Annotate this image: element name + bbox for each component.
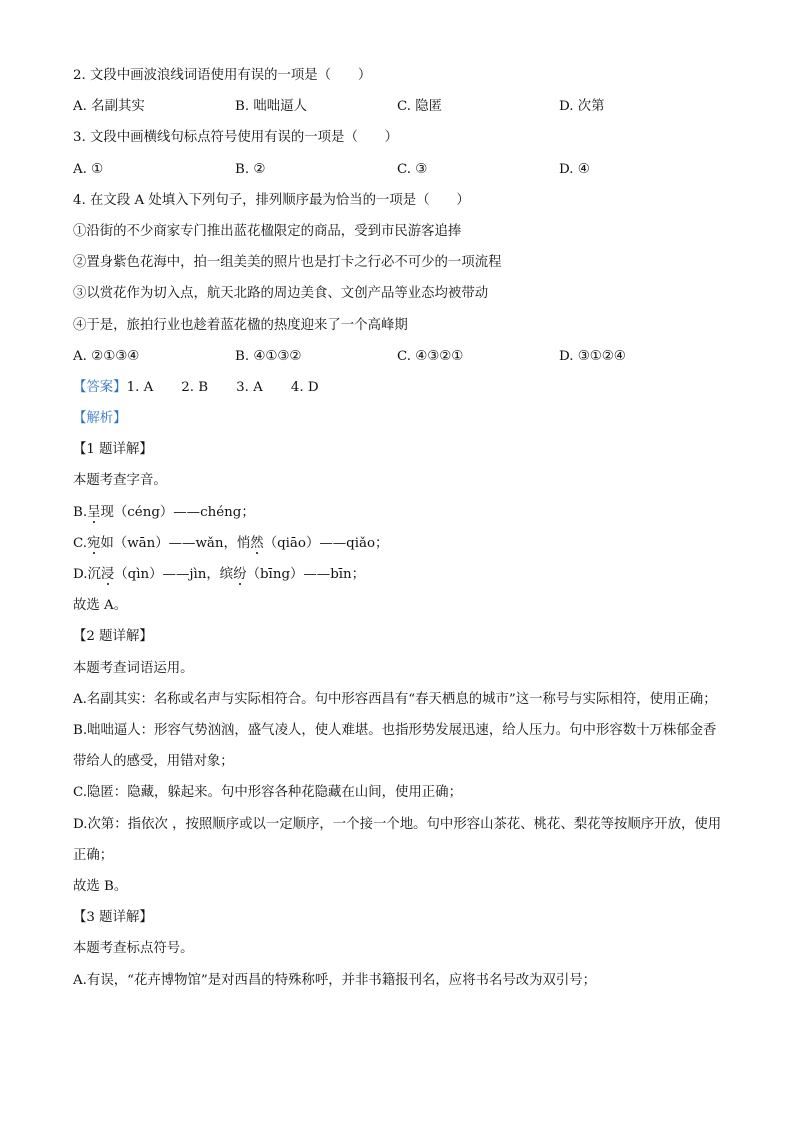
- emphasis-char: 浸: [100, 567, 115, 582]
- detail-2-title: 【2 题详解】: [73, 629, 153, 645]
- detail-1-intro: 本题考查字音。: [73, 473, 167, 489]
- text-segment: B.: [73, 504, 88, 520]
- emphasis-char: 呈: [87, 504, 101, 520]
- detail-3-a: A.有误，“花卉博物馆”是对西昌的特殊称呼，并非书籍报刊名，应将书名号改为双引号；: [73, 972, 597, 988]
- detail-1-title: 【1 题详解】: [73, 442, 153, 458]
- option-a: A. ①: [73, 161, 104, 177]
- option-d: D. ④: [559, 161, 590, 177]
- answer-item: 3. A: [236, 379, 263, 395]
- emphasis-char: 然: [250, 535, 264, 551]
- detail-2-intro: 本题考查词语运用。: [73, 660, 194, 676]
- detail-1-c: [73, 528, 728, 559]
- sentence-2: ②置身紫色花海中，拍一组美美的照片也是打卡之行必不可少的一项流程: [73, 255, 502, 271]
- text-segment: （bīng）——bīn；: [246, 567, 366, 582]
- emphasis-char: 纷: [233, 567, 247, 582]
- option-c: C. ④③②①: [397, 348, 464, 364]
- answer-line: [73, 372, 728, 403]
- sentence-3: ③以赏花作为切入点，航天北路的周边美食、文创产品等业态均被带动: [73, 286, 489, 302]
- emphasis-char: 宛: [87, 535, 101, 551]
- option-c: C. ③: [397, 161, 428, 177]
- document-page: [73, 60, 728, 996]
- answer-label: 【答案】: [73, 379, 127, 395]
- text-segment: （qiāo）——qiǎo；: [263, 535, 389, 551]
- option-b: B. 咄咄逼人: [235, 99, 307, 115]
- detail-2-d: D.次第：指依次 ，按照顺序或以一定顺序，一个接一个地。句中形容山茶花、桃花、梨花等按顺序开放，使用正确；: [73, 816, 722, 863]
- text-segment: （qìn）——jìn，缤: [114, 567, 234, 582]
- option-b: B. ④①③②: [235, 348, 302, 364]
- question-4-options: [73, 341, 728, 372]
- answer-item: 4. D: [290, 379, 319, 395]
- text-segment: C.: [73, 535, 88, 551]
- detail-3-title: 【3 题详解】: [73, 910, 153, 926]
- answer-item: 2. B: [181, 379, 209, 395]
- detail-2-c: C.隐匿：隐藏，躲起来。句中形容各种花隐藏在山间，使用正确；: [73, 785, 462, 801]
- option-a: A. 名副其实: [73, 99, 145, 115]
- text-segment: 如（wān）——wǎn，悄: [100, 535, 251, 551]
- option-d: D. 次第: [559, 99, 605, 115]
- detail-3-intro: 本题考查标点符号。: [73, 941, 194, 957]
- option-c: C. 隐匿: [397, 99, 443, 115]
- option-b: B. ②: [235, 161, 266, 177]
- detail-2-b: B.咄咄逼人：形容气势汹汹，盛气凌人，使人难堪。也指形势发展迅速，给人压力。句中形容数十万株郁金香带给人的感受，用错对象；: [73, 722, 717, 770]
- detail-1-d: [73, 559, 728, 590]
- detail-1-conclusion: 故选 A。: [73, 598, 128, 614]
- analysis-label: 【解析】: [73, 411, 127, 427]
- text-segment: 现（céng）——chéng；: [100, 504, 255, 520]
- text-segment: D.沉: [73, 567, 101, 582]
- sentence-4: ④于是，旅拍行业也趁着蓝花楹的热度迎来了一个高峰期: [73, 317, 408, 333]
- sentence-1: ①沿街的不少商家专门推出蓝花楹限定的商品，受到市民游客追捧: [73, 223, 462, 239]
- question-2-options: [73, 91, 728, 122]
- detail-2-a: A.名副其实：名称或名声与实际相符合。句中形容西昌有“春天栖息的城市”这一称号与实际相符，使用正确；: [73, 691, 717, 707]
- answer-item: 1. A: [126, 379, 154, 395]
- detail-2-conclusion: 故选 B。: [73, 878, 128, 894]
- option-d: D. ③①②④: [559, 348, 626, 364]
- question-3-stem: 3. 文段中画横线句标点符号使用有误的一项是（ ）: [73, 130, 399, 146]
- question-3-options: [73, 154, 728, 185]
- option-a: A. ②①③④: [73, 348, 140, 364]
- question-4-stem: 4. 在文段 A 处填入下列句子，排列顺序最为恰当的一项是（ ）: [73, 192, 470, 208]
- detail-1-b: [73, 497, 728, 528]
- question-2-stem: 2. 文段中画波浪线词语使用有误的一项是（ ）: [73, 68, 372, 83]
